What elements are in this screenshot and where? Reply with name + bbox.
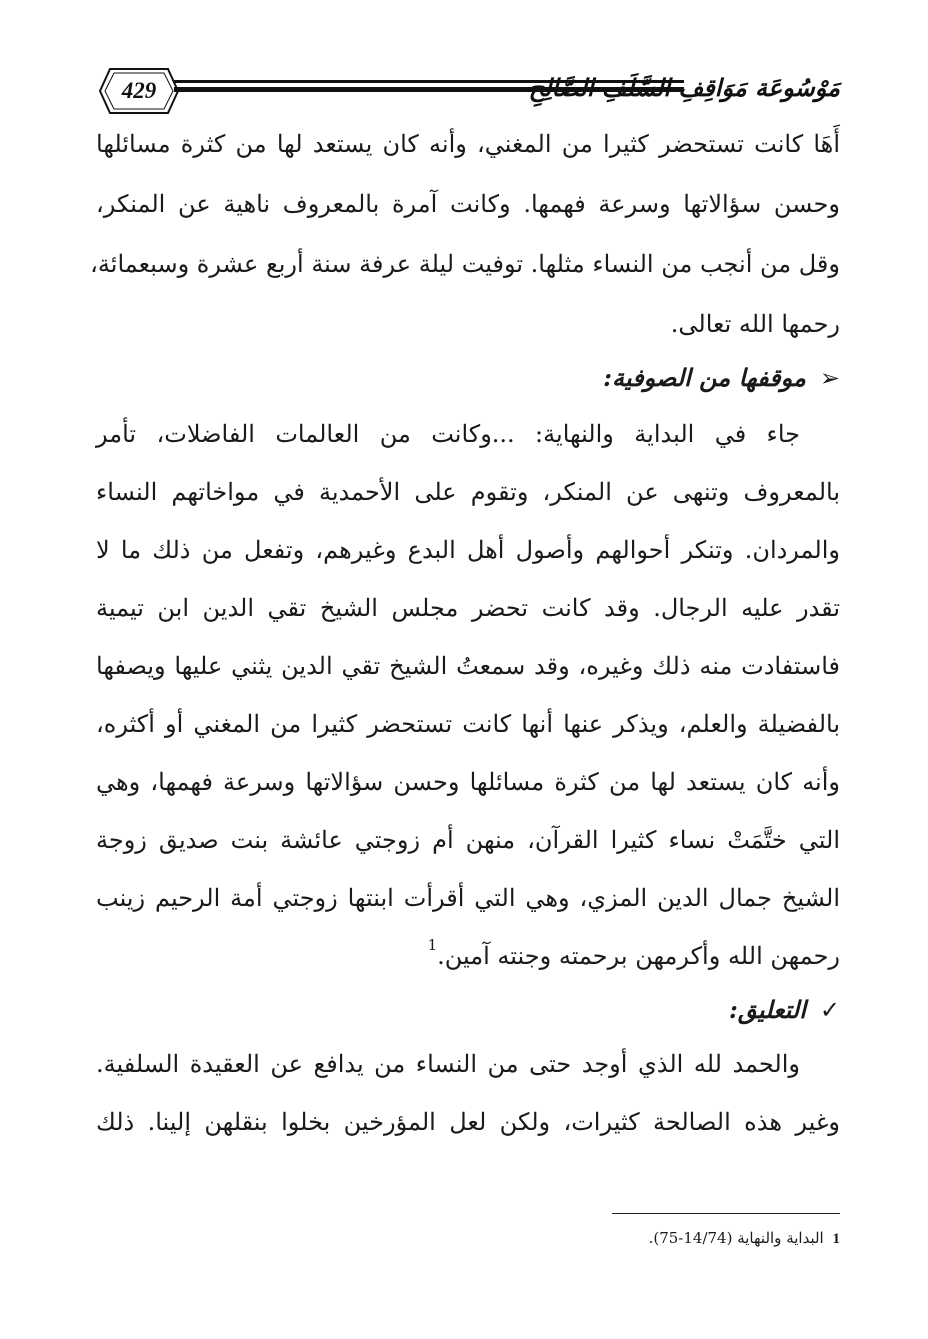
text-line: تقدر عليه الرجال. وقد كانت تحضر مجلس الشيخ تقي الدين ابن تيمية: [96, 594, 841, 622]
text-line: أَهَا كانت تستحضر كثيرا من المغني، وأنه كان يستعد لها من كثرة مسائلها: [96, 130, 840, 158]
text-line: رحمها الله تعالى.: [670, 310, 840, 338]
text-line: والمردان. وتنكر أحوالهم وأصول أهل البدع وغيرهم، وتفعل من ذلك ما لا: [96, 536, 840, 564]
section-heading-text: التعليق:: [729, 995, 806, 1024]
text-line: وغير هذه الصالحة كثيرات، ولكن لعل المؤرخين بخلوا بنقلهن إلينا. ذلك: [96, 1108, 840, 1136]
text-line: وأنه كان يستعد لها من كثرة مسائلها وحسن سؤالاتها وسرعة فهمها، وهي: [96, 768, 840, 796]
text-line: التي ختَّمَتْ نساء كثيرا القرآن، منهن أم زوجتي عائشة بنت صديق زوجة: [96, 826, 840, 854]
page-header: [98, 58, 840, 124]
book-title: مَوْسُوعَة مَوَاقِفِ السَّلَفِ الصَّالِحِ: [528, 73, 840, 102]
page-number: 429: [121, 78, 157, 103]
text-line: بالمعروف وتنهى عن المنكر، وتقوم على الأحمدية في مواخاتهم النساء: [96, 478, 840, 506]
main-text: [90, 124, 841, 1138]
text-line: فاستفادت منه ذلك وغيره، وقد سمعتُ الشيخ تقي الدين يثني عليها ويصفها: [96, 652, 840, 680]
text-line: وقل من أنجب من النساء مثلها. توفيت ليلة عرفة سنة أربع عشرة وسبعمائة،: [90, 250, 840, 278]
section-heading-sufism: [96, 362, 840, 394]
page-number-badge: [98, 66, 180, 116]
text-line: وحسن سؤالاتها وسرعة فهمها. وكانت آمرة بالمعروف ناهية عن المنكر،: [96, 190, 840, 218]
text-line-end: رحمهن الله وأكرمهن برحمته وجنته آمين.: [437, 942, 840, 970]
text-line: الشيخ جمال الدين المزي، وهي التي أقرأت ابنتها زوجتي أمة الرحيم زينب: [96, 884, 840, 912]
footnote-text: البداية والنهاية (14/74-75).: [648, 1229, 824, 1247]
text-line: [96, 936, 840, 972]
footnote: [340, 1227, 840, 1249]
section-heading-commentary: [96, 994, 840, 1026]
footnote-separator: [612, 1213, 840, 1214]
text-line: والحمد لله الذي أوجد حتى من النساء من يدافع عن العقيدة السلفية.: [96, 1050, 800, 1078]
footnote-number: 1: [832, 1231, 840, 1247]
checkmark-bullet-icon: ✓: [819, 996, 840, 1024]
section-heading-text: موقفها من الصوفية:: [603, 363, 806, 392]
footnote-reference[interactable]: 1: [427, 936, 438, 954]
arrow-bullet-icon: ➢: [819, 364, 840, 392]
text-line: جاء في البداية والنهاية: ...وكانت من العالمات الفاضلات، تأمر: [96, 420, 800, 448]
text-line: بالفضيلة والعلم، ويذكر عنها أنها كانت تستحضر كثيرا من المغني أو أكثره،: [96, 710, 840, 738]
